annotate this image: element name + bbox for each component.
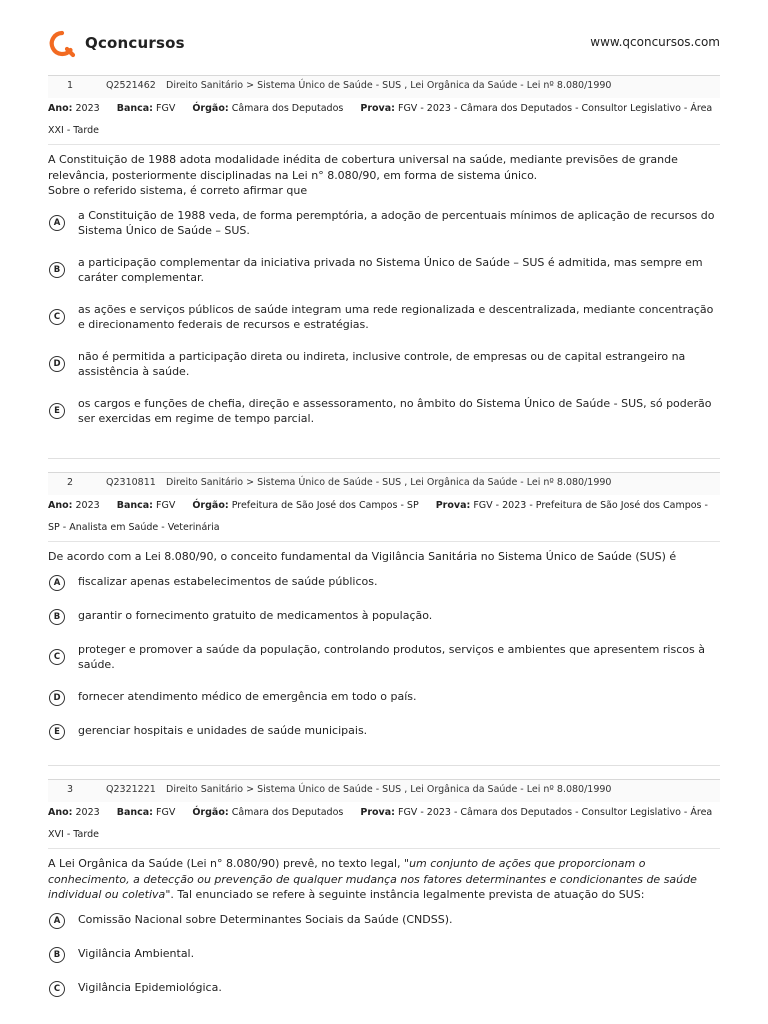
site-url-link[interactable]: www.qconcursos.com <box>590 35 720 49</box>
option-letter-badge[interactable]: A <box>49 215 65 231</box>
option-letter-badge[interactable]: A <box>49 913 65 929</box>
orgao-value: Câmara dos Deputados <box>231 807 344 818</box>
question-meta <box>48 495 720 542</box>
ano-label: Ano: <box>48 807 73 818</box>
question-number: 3 <box>66 784 74 795</box>
question-meta <box>48 802 720 849</box>
orgao-label: Órgão: <box>192 807 229 818</box>
option-b[interactable] <box>48 255 720 286</box>
question-card <box>48 472 720 757</box>
option-text: os cargos e funções de chefia, direção e assessoramento, no âmbito do Sistema Único de Saúde - SUS, só poderão ser exercidas em regime de tempo parcial. <box>78 396 712 425</box>
option-c[interactable] <box>48 302 720 333</box>
question-subject: Direito Sanitário > Sistema Único de Saúde - SUS , Lei Orgânica da Saúde - Lei nº 8.080/1990 <box>166 80 612 91</box>
banca-label: Banca: <box>116 103 153 114</box>
option-text: a participação complementar da iniciativa privada no Sistema Único de Saúde – SUS é admitida, mas sempre em caráter complementar. <box>78 255 703 284</box>
question-id-link[interactable]: Q2521462 <box>106 80 156 91</box>
option-letter-badge[interactable]: B <box>49 947 65 963</box>
option-letter-badge[interactable]: D <box>49 356 65 372</box>
option-d[interactable] <box>48 349 720 380</box>
statement-text: ". Tal enunciado se refere à seguinte instância legalmente prevista de atuação do SUS: <box>165 888 645 901</box>
question-number: 2 <box>66 477 74 488</box>
question-subject: Direito Sanitário > Sistema Único de Saúde - SUS , Lei Orgânica da Saúde - Lei nº 8.080/1990 <box>166 784 612 795</box>
ano-label: Ano: <box>48 103 73 114</box>
ano-value: 2023 <box>75 103 100 114</box>
option-letter-badge[interactable]: C <box>49 309 65 325</box>
prova-label: Prova: <box>360 103 395 114</box>
option-c[interactable] <box>48 642 720 673</box>
brand-name: Qconcursos <box>85 34 185 52</box>
option-text: gerenciar hospitais e unidades de saúde municipais. <box>78 723 368 737</box>
option-text: Comissão Nacional sobre Determinantes Sociais da Saúde (CNDSS). <box>78 912 453 926</box>
option-text: fiscalizar apenas estabelecimentos de saúde públicos. <box>78 574 378 588</box>
statement-line: De acordo com a Lei 8.080/90, o conceito fundamental da Vigilância Sanitária no Sistema Único de Saúde (SUS) é <box>48 550 677 563</box>
orgao-label: Órgão: <box>192 500 229 511</box>
prova-value: FGV - 2023 - Câmara dos Deputados - Consultor Legislativo - Área XVI - Tarde <box>48 807 713 840</box>
prova-label: Prova: <box>360 807 395 818</box>
prova-value: FGV - 2023 - Câmara dos Deputados - Consultor Legislativo - Área XXI - Tarde <box>48 103 713 136</box>
question-card <box>48 779 720 1014</box>
option-text: Vigilância Ambiental. <box>78 946 195 960</box>
banca-value: FGV <box>156 500 176 511</box>
option-letter-badge[interactable]: C <box>49 981 65 997</box>
question-statement <box>48 152 720 199</box>
option-text: Vigilância Epidemiológica. <box>78 980 222 994</box>
question-subject: Direito Sanitário > Sistema Único de Saúde - SUS , Lei Orgânica da Saúde - Lei nº 8.080/1990 <box>166 477 612 488</box>
statement-line: Sobre o referido sistema, é correto afirmar que <box>48 184 308 197</box>
option-a[interactable] <box>48 208 720 239</box>
question-divider <box>48 765 720 766</box>
option-text: não é permitida a participação direta ou indireta, inclusive controle, de empresas ou de capital estrangeiro na assistência à saúde. <box>78 349 686 378</box>
option-letter-badge[interactable]: D <box>49 690 65 706</box>
options-list <box>48 208 720 427</box>
statement-text: A Lei Orgânica da Saúde (Lei n° 8.080/90) prevê, no texto legal, " <box>48 857 410 870</box>
banca-label: Banca: <box>116 807 153 818</box>
qconcursos-logo-icon <box>48 30 76 58</box>
option-b[interactable] <box>48 946 720 964</box>
banca-label: Banca: <box>116 500 153 511</box>
option-e[interactable] <box>48 396 720 427</box>
options-list <box>48 912 720 998</box>
question-id-link[interactable]: Q2321221 <box>106 784 156 795</box>
page-header <box>48 28 720 62</box>
orgao-value: Câmara dos Deputados <box>231 103 344 114</box>
question-statement <box>48 549 720 565</box>
option-text: as ações e serviços públicos de saúde integram uma rede regionalizada e descentralizada, mediante concentração e direcionamento federais de recursos e estratégias. <box>78 302 714 331</box>
statement-line: A Constituição de 1988 adota modalidade inédita de cobertura universal na saúde, mediante previsões de grande relevância, posteriormente disciplinadas na Lei n° 8.080/90, em forma de sistema único. <box>48 153 678 182</box>
question-header <box>48 779 720 802</box>
option-letter-badge[interactable]: B <box>49 262 65 278</box>
option-letter-badge[interactable]: E <box>49 724 65 740</box>
question-divider <box>48 458 720 459</box>
banca-value: FGV <box>156 103 176 114</box>
option-a[interactable] <box>48 912 720 930</box>
option-b[interactable] <box>48 608 720 626</box>
option-c[interactable] <box>48 980 720 998</box>
question-statement <box>48 856 720 903</box>
question-header <box>48 75 720 98</box>
option-text: garantir o fornecimento gratuito de medicamentos à população. <box>78 608 433 622</box>
question-card <box>48 75 720 443</box>
question-id-link[interactable]: Q2310811 <box>106 477 156 488</box>
option-a[interactable] <box>48 574 720 592</box>
question-number: 1 <box>66 80 74 91</box>
option-text: a Constituição de 1988 veda, de forma peremptória, a adoção de percentuais mínimos de aplicação de recursos do Sistema Único de Saúde – SUS. <box>78 208 715 237</box>
ano-value: 2023 <box>75 807 100 818</box>
ano-value: 2023 <box>75 500 100 511</box>
ano-label: Ano: <box>48 500 73 511</box>
option-letter-badge[interactable]: B <box>49 609 65 625</box>
orgao-label: Órgão: <box>192 103 229 114</box>
option-letter-badge[interactable]: E <box>49 403 65 419</box>
question-header <box>48 472 720 495</box>
statement-quote: um conjunto de ações que proporcionam o conhecimento, a detecção ou prevenção de qualquer mudança nos fatores determinantes e condicionantes de saúde individual ou coletiva <box>48 857 697 901</box>
option-letter-badge[interactable]: A <box>49 575 65 591</box>
option-text: fornecer atendimento médico de emergência em todo o país. <box>78 689 417 703</box>
option-text: proteger e promover a saúde da população, controlando produtos, serviços e ambientes que apresentem riscos à saúde. <box>78 642 705 671</box>
orgao-value: Prefeitura de São José dos Campos - SP <box>231 500 419 511</box>
option-d[interactable] <box>48 689 720 707</box>
prova-value: FGV - 2023 - Prefeitura de São José dos Campos - SP - Analista em Saúde - Veterinária <box>48 500 708 533</box>
prova-label: Prova: <box>435 500 471 511</box>
question-meta <box>48 98 720 145</box>
option-letter-badge[interactable]: C <box>49 649 65 665</box>
banca-value: FGV <box>156 807 176 818</box>
option-e[interactable] <box>48 723 720 741</box>
options-list <box>48 574 720 741</box>
